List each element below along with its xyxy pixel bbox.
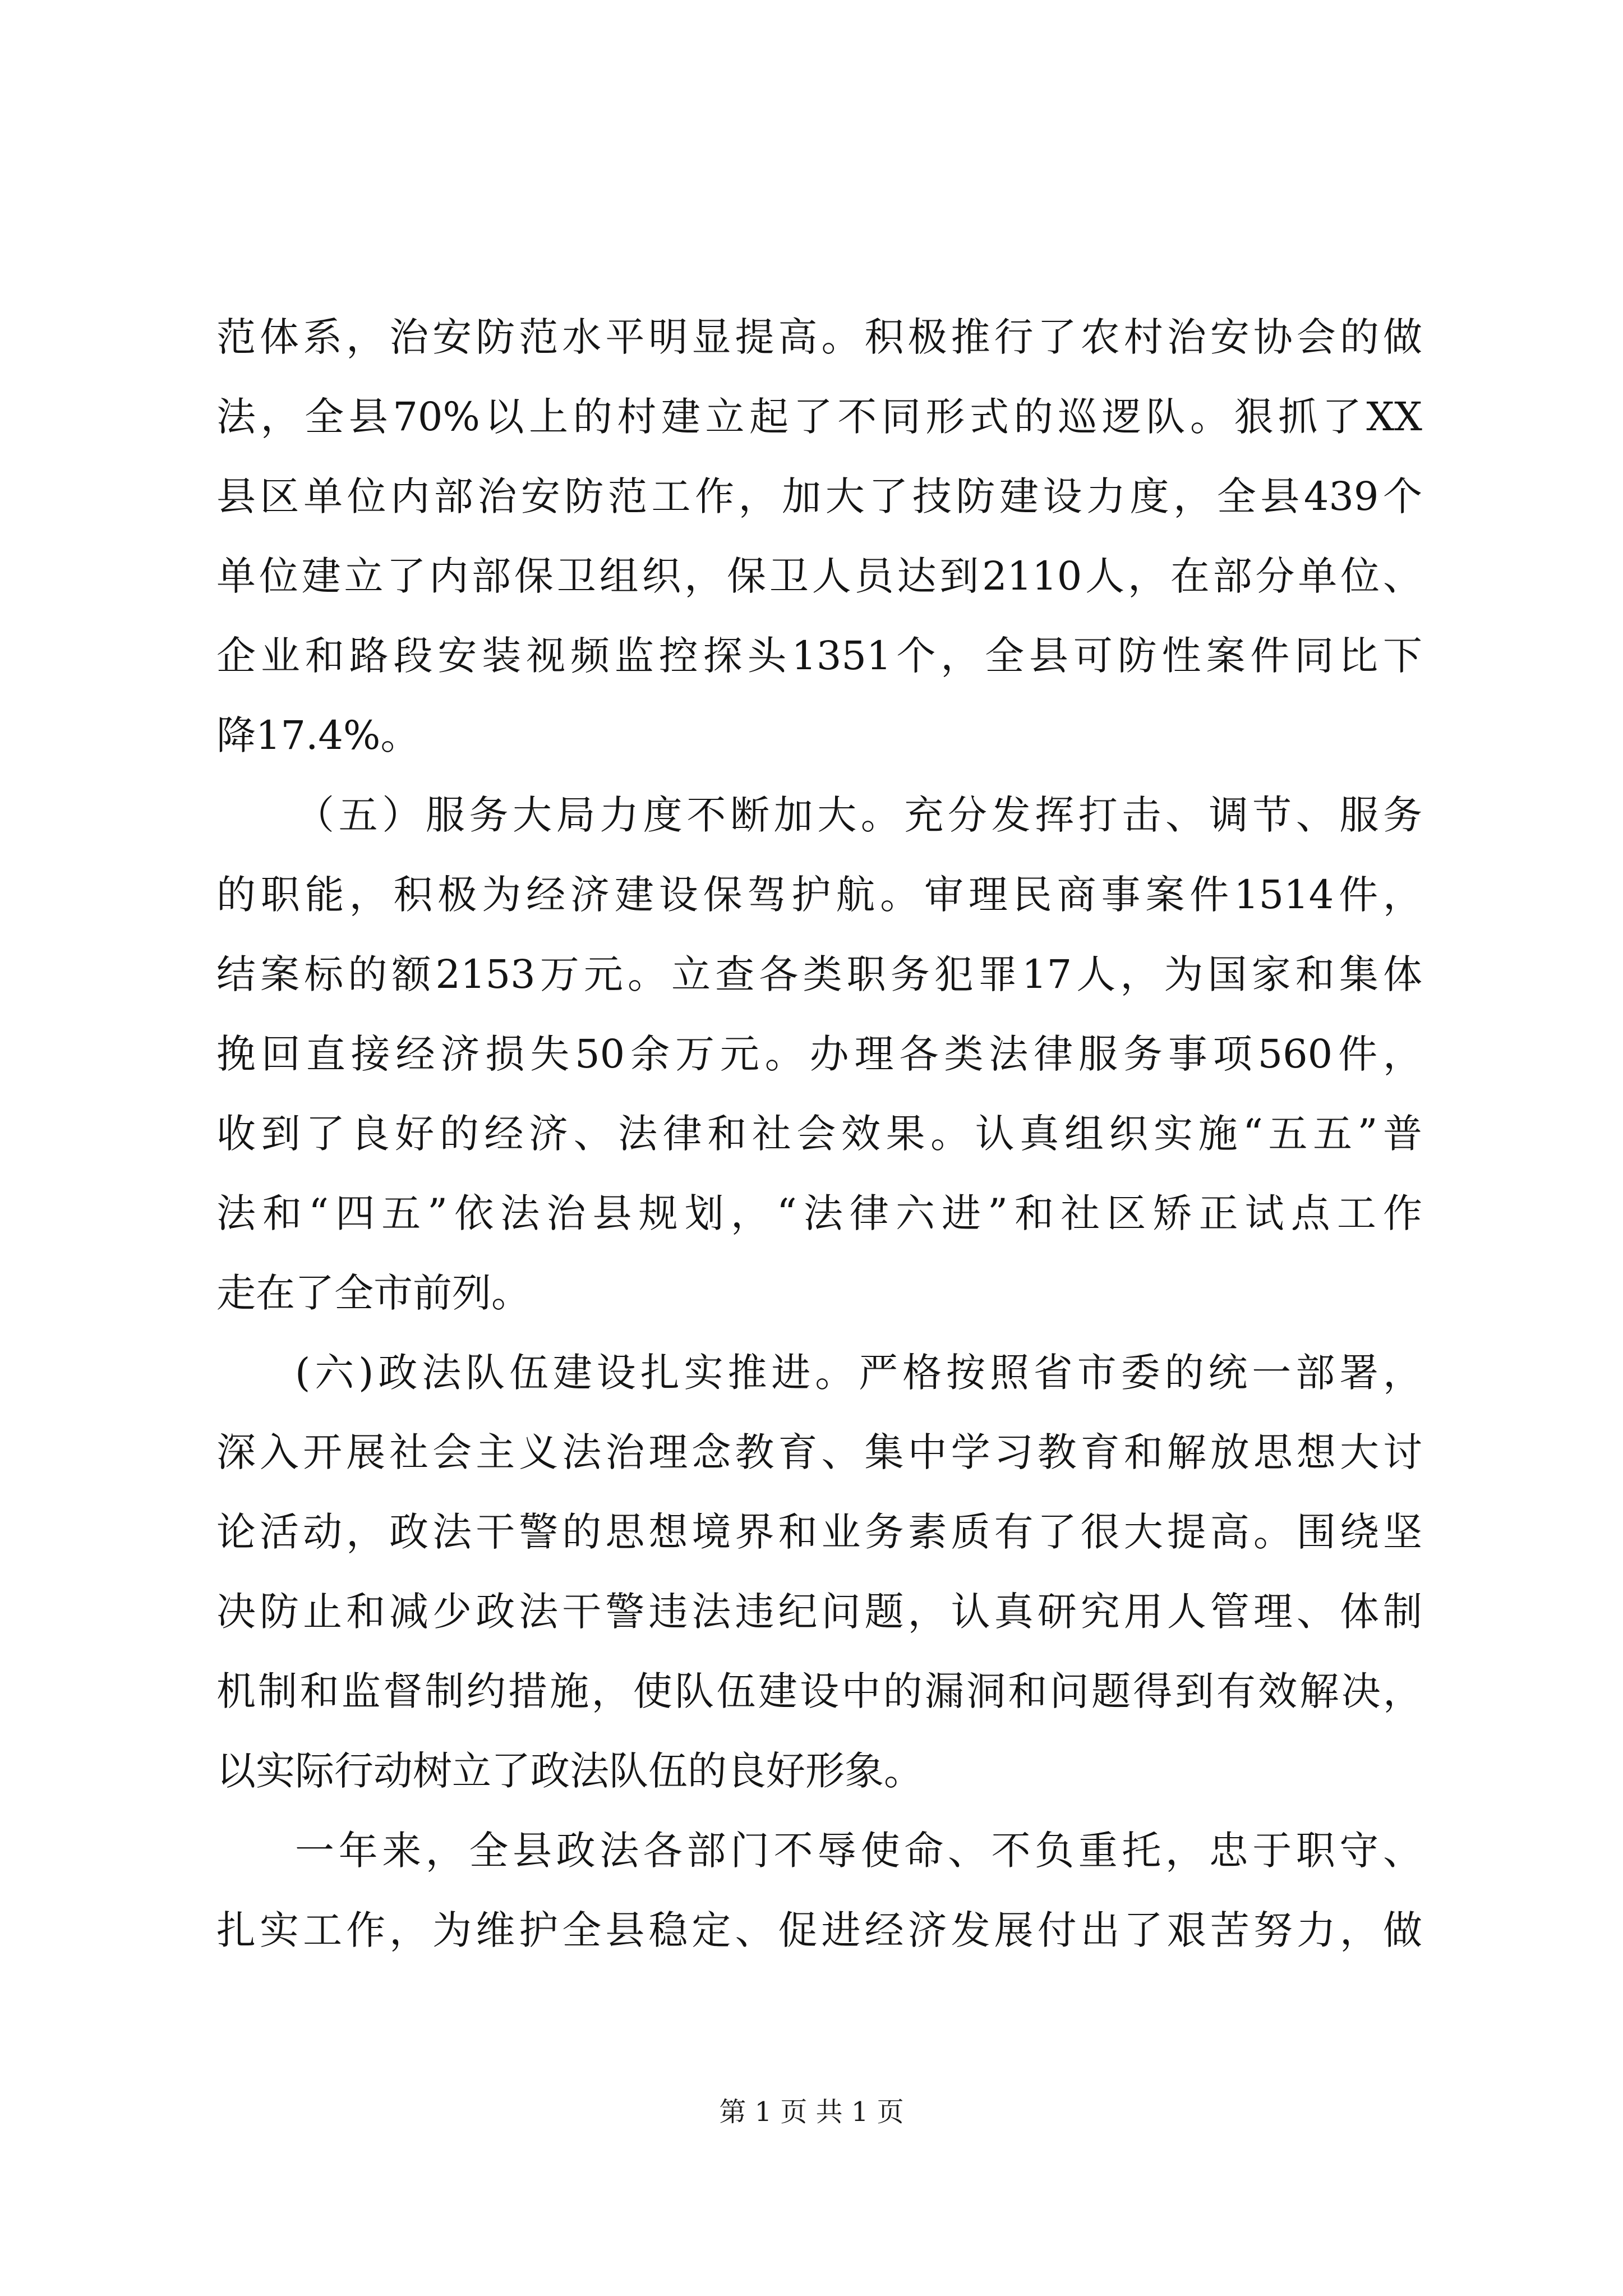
paragraph-line: 企业和路段安装视频监控探头1351个，全县可防性案件同比下 (216, 633, 1422, 679)
paragraph-line: 法和“四五”依法治县规划，“法律六进”和社区矫正试点工作 (216, 1190, 1422, 1236)
paragraph-line: 范体系，治安防范水平明显提高。积极推行了农村治安协会的做 (216, 314, 1422, 360)
paragraph-line: 走在了全市前列。 (216, 1270, 531, 1316)
paragraph-line: 决防止和减少政法干警违法违纪问题，认真研究用人管理、体制 (216, 1589, 1422, 1635)
paragraph-line: 挽回直接经济损失50余万元。办理各类法律服务事项560件， (216, 1031, 1422, 1077)
paragraph-line: 结案标的额2153万元。立查各类职务犯罪17人，为国家和集体 (216, 951, 1422, 997)
page-number-footer: 第 1 页 共 1 页 (719, 2096, 904, 2128)
paragraph-line: 降17.4%。 (216, 712, 420, 758)
paragraph-line: 扎实工作，为维护全县稳定、促进经济发展付出了艰苦努力，做 (216, 1907, 1422, 1953)
paragraph-line: （五）服务大局力度不断加大。充分发挥打击、调节、服务 (295, 792, 1422, 838)
paragraph-line: 的职能，积极为经济建设保驾护航。审理民商事案件1514件， (216, 872, 1422, 918)
paragraph-line: 以实际行动树立了政法队伍的良好形象。 (216, 1748, 923, 1794)
paragraph-line: (六)政法队伍建设扎实推进。严格按照省市委的统一部署， (295, 1350, 1422, 1396)
paragraph-line: 论活动，政法干警的思想境界和业务素质有了很大提高。围绕坚 (216, 1509, 1422, 1555)
paragraph-line: 收到了良好的经济、法律和社会效果。认真组织实施“五五”普 (216, 1111, 1422, 1157)
paragraph-line: 深入开展社会主义法治理念教育、集中学习教育和解放思想大讨 (216, 1429, 1422, 1475)
paragraph-line: 县区单位内部治安防范工作，加大了技防建设力度，全县439个 (216, 473, 1422, 519)
paragraph-line: 单位建立了内部保卫组织，保卫人员达到2110人，在部分单位、 (216, 553, 1422, 599)
paragraph-line: 法，全县70%以上的村建立起了不同形式的巡逻队。狠抓了XX (216, 394, 1422, 440)
paragraph-line: 机制和监督制约措施，使队伍建设中的漏洞和问题得到有效解决， (216, 1668, 1422, 1714)
document-body (216, 297, 1422, 1970)
paragraph-line: 一年来，全县政法各部门不辱使命、不负重托，忠于职守、 (295, 1828, 1422, 1874)
